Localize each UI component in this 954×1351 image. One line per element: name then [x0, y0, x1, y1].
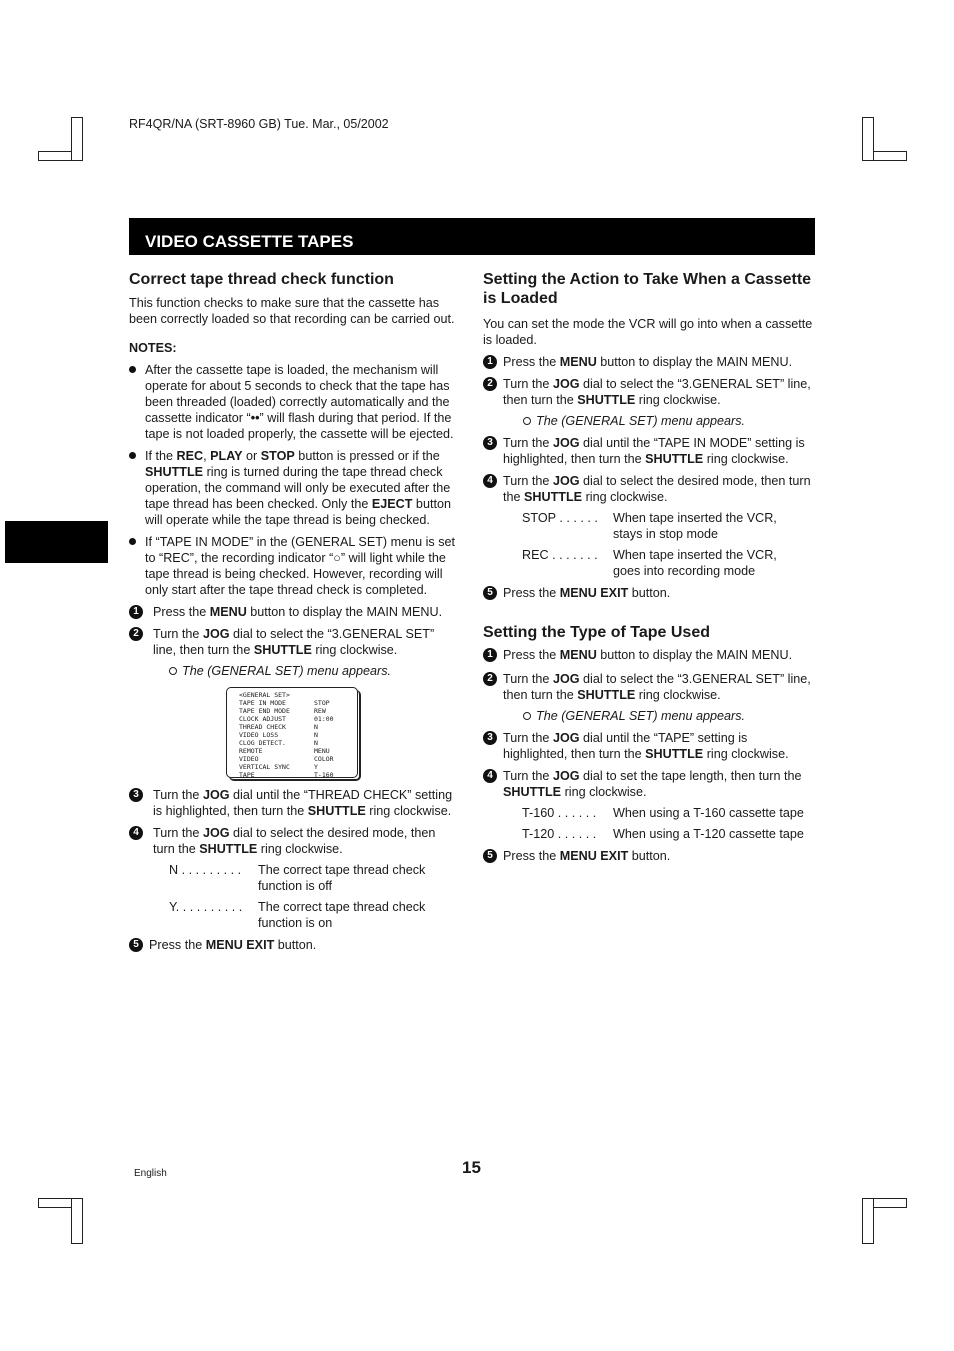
footer-language: English	[134, 1168, 167, 1179]
menu-row	[239, 731, 354, 739]
step-1: 1 Press the MENU button to display the MAIN MENU.	[483, 354, 815, 370]
intro-paragraph: This function checks to make sure that the cassette has been correctly loaded so that recording can be carried out.	[129, 296, 455, 326]
option-row: Y. . . . . . . . . . The correct tape thread check function is on	[169, 900, 426, 930]
step-number-icon: 3	[129, 788, 143, 802]
option-row: T-160 . . . . . . When using a T-160 cassette tape	[522, 806, 804, 820]
option-row: REC . . . . . . . When tape inserted the VCR, goes into recording mode	[522, 548, 777, 578]
step-number-icon: 3	[483, 731, 497, 745]
heading-tape-type: Setting the Type of Tape Used	[483, 624, 710, 641]
step-number-icon: 4	[483, 769, 497, 783]
intro-paragraph: You can set the mode the VCR will go into when a cassette is loaded.	[483, 317, 813, 347]
step-1: 1 Press the MENU button to display the MAIN MENU.	[129, 604, 459, 620]
step-2: 2 Turn the JOG dial to select the “3.GENERAL SET” line, then turn the SHUTTLE ring clockwise.	[483, 671, 815, 703]
step-2: 2 Turn the JOG dial to select the “3.GENERAL SET” line, then turn the SHUTTLE ring clockwise.	[483, 376, 815, 408]
step-note: The (GENERAL SET) menu appears.	[483, 708, 815, 724]
heading-cassette-loaded: Setting the Action to Take When a Cassette is Loaded	[483, 271, 812, 307]
menu-row-value: T-160	[314, 771, 334, 779]
menu-row-label: CLOCK ADJUST	[239, 715, 286, 723]
option-row: STOP . . . . . . When tape inserted the VCR, stays in stop mode	[522, 511, 777, 541]
step-4: 4 Turn the JOG dial to select the desired mode, then turn the SHUTTLE ring clockwise.	[483, 473, 815, 505]
menu-row	[239, 739, 354, 747]
step-number-icon: 5	[129, 938, 143, 952]
menu-row-label: REMOTE	[239, 747, 263, 755]
option-row: N . . . . . . . . . The correct tape thread check function is off	[169, 863, 426, 893]
section-tab-marker	[5, 521, 108, 563]
step-5: 5 Press the MENU EXIT button.	[483, 848, 815, 864]
general-set-menu-illustration	[226, 687, 362, 781]
menu-row-label: TAPE END MODE	[239, 707, 290, 715]
menu-row-label: VIDEO LOSS	[239, 731, 279, 739]
menu-row-value: N	[314, 723, 318, 731]
menu-row-value: 01:00	[314, 715, 334, 723]
print-header: RF4QR/NA (SRT-8960 GB) Tue. Mar., 05/2002	[129, 117, 389, 131]
section-title-bar	[129, 218, 815, 255]
bullet-icon	[129, 366, 136, 373]
note-item: After the cassette tape is loaded, the mechanism will operate for about 5 seconds to check that the tape has been threaded (loaded) correctly automatically and the cassette indicator “••” will flash during that period. If the tape is not loaded properly, the cassette will be ejected.	[129, 362, 459, 442]
menu-row-label: CLOG DETECT.	[239, 739, 286, 747]
bullet-icon	[129, 538, 136, 545]
menu-row-value: STOP	[314, 699, 330, 707]
crop-mark-top-left-v	[71, 117, 83, 161]
step-number-icon: 1	[483, 648, 497, 662]
menu-row-label: TAPE	[239, 771, 255, 779]
step-number-icon: 5	[483, 586, 497, 600]
right-column	[483, 270, 815, 864]
note-item: If the REC, PLAY or STOP button is pressed or if the SHUTTLE ring is turned during the tape thread check operation, the command will only be executed after the tape thread has been checked. Only the EJECT button will operate while the tape thread is being checked.	[129, 448, 459, 528]
menu-row	[239, 699, 354, 707]
menu-row-label: TAPE IN MODE	[239, 699, 286, 707]
step-number-icon: 1	[129, 605, 143, 619]
left-column	[129, 270, 459, 953]
step-number-icon: 2	[483, 672, 497, 686]
step-3: 3 Turn the JOG dial until the “TAPE” setting is highlighted, then turn the SHUTTLE ring clockwise.	[483, 730, 815, 762]
crop-mark-bottom-left-v	[71, 1198, 83, 1244]
menu-row-label: VIDEO	[239, 755, 259, 763]
menu-row-label: THREAD CHECK	[239, 723, 286, 731]
step-3: 3 Turn the JOG dial until the “TAPE IN MODE” setting is highlighted, then turn the SHUTTLE ring clockwise.	[483, 435, 815, 467]
step-number-icon: 1	[483, 355, 497, 369]
note-item: If “TAPE IN MODE” in the (GENERAL SET) menu is set to “REC”, the recording indicator “○” will light while the tape thread is being checked. However, recording will only start after the tape thread check is completed.	[129, 534, 459, 598]
menu-row-value: N	[314, 739, 318, 747]
step-number-icon: 4	[483, 474, 497, 488]
step-number-icon: 2	[129, 627, 143, 641]
step-5: 5 Press the MENU EXIT button.	[483, 585, 815, 601]
step-4: 4 Turn the JOG dial to set the tape length, then turn the SHUTTLE ring clockwise.	[483, 768, 815, 800]
menu-row-value: N	[314, 731, 318, 739]
menu-row	[239, 755, 354, 763]
step-number-icon: 4	[129, 826, 143, 840]
circle-icon	[523, 417, 531, 425]
menu-row-label: VERTICAL SYNC	[239, 763, 290, 771]
crop-mark-top-right-h	[873, 151, 907, 161]
bullet-icon	[129, 452, 136, 459]
step-note: The (GENERAL SET) menu appears.	[483, 413, 815, 429]
crop-mark-bottom-right-h	[873, 1198, 907, 1208]
circle-icon	[523, 712, 531, 720]
step-number-icon: 5	[483, 849, 497, 863]
step-number-icon: 2	[483, 377, 497, 391]
step-number-icon: 3	[483, 436, 497, 450]
crop-mark-bottom-left-h	[38, 1198, 72, 1208]
menu-row	[239, 763, 354, 771]
circle-icon	[169, 667, 177, 675]
menu-row-value: Y	[314, 763, 318, 771]
menu-row-value: REW	[314, 707, 326, 715]
notes-label: NOTES:	[129, 341, 177, 355]
menu-title: <GENERAL SET>	[239, 691, 290, 699]
step-5: 5 Press the MENU EXIT button.	[129, 937, 459, 953]
step-note: The (GENERAL SET) menu appears.	[129, 663, 459, 679]
menu-row-value: COLOR	[314, 755, 334, 763]
page-number: 15	[462, 1158, 481, 1177]
option-row: T-120 . . . . . . When using a T-120 cassette tape	[522, 827, 804, 841]
menu-row-value: MENU	[314, 747, 330, 755]
section-title: VIDEO CASSETTE TAPES	[145, 232, 354, 251]
menu-row	[239, 747, 354, 755]
step-1: 1 Press the MENU button to display the MAIN MENU.	[483, 647, 815, 663]
step-4: 4 Turn the JOG dial to select the desired mode, then turn the SHUTTLE ring clockwise.	[129, 825, 459, 857]
menu-row	[239, 707, 354, 715]
menu-row	[239, 723, 354, 731]
step-2: 2 Turn the JOG dial to select the “3.GENERAL SET” line, then turn the SHUTTLE ring clockwise.	[129, 626, 459, 658]
menu-row	[239, 715, 354, 723]
step-3: 3 Turn the JOG dial until the “THREAD CHECK” setting is highlighted, then turn the SHUTTLE ring clockwise.	[129, 787, 459, 819]
cassette-indicator-icon: ••	[250, 411, 260, 425]
menu-row	[239, 771, 354, 779]
crop-mark-top-left-h	[38, 151, 72, 161]
heading-thread-check: Correct tape thread check function	[129, 271, 394, 288]
